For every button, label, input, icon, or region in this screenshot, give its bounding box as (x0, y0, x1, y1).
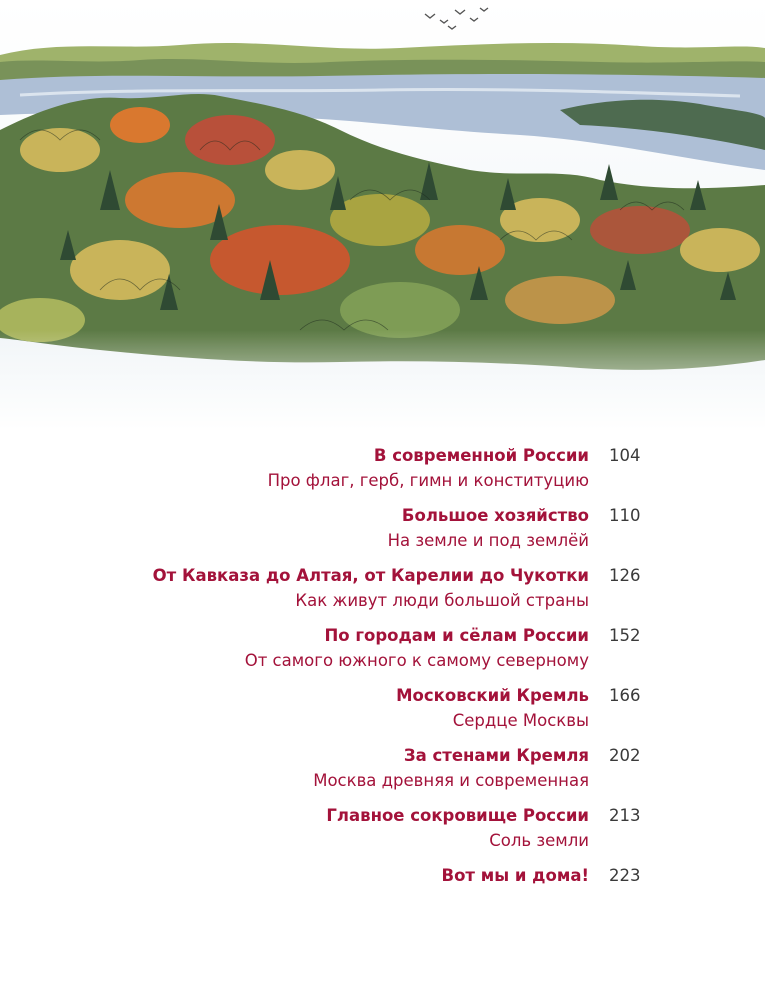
toc-entry-title: В современной России (373, 446, 589, 465)
toc-entry-page: 166 (609, 686, 641, 705)
bottom-fade (0, 330, 765, 430)
toc-entry-page: 152 (609, 626, 641, 645)
table-of-contents (0, 445, 765, 925)
toc-entry-page: 223 (609, 866, 641, 885)
toc-entry[interactable] (0, 865, 765, 925)
toc-entry[interactable] (0, 625, 765, 685)
toc-entry[interactable] (0, 565, 765, 625)
toc-entry-subtitle: Соль земли (489, 831, 589, 850)
toc-entry-subtitle: На земле и под землёй (387, 531, 589, 550)
toc-entry-page: 202 (609, 746, 641, 765)
toc-entry-page: 213 (609, 806, 641, 825)
toc-entry-page: 110 (609, 506, 641, 525)
toc-entry-subtitle: Как живут люди большой страны (295, 591, 589, 610)
toc-entry-title: За стенами Кремля (403, 746, 589, 765)
toc-entry-page: 126 (609, 566, 641, 585)
toc-entry[interactable] (0, 505, 765, 565)
toc-entry-title: Вот мы и дома! (441, 866, 589, 885)
toc-entry[interactable] (0, 685, 765, 745)
toc-entry-subtitle: Сердце Москвы (452, 711, 589, 730)
landscape-illustration (0, 0, 765, 430)
toc-entry-title: Московский Кремль (396, 686, 589, 705)
toc-entry-title: Главное сокровище России (326, 806, 589, 825)
toc-entry-subtitle: Про флаг, герб, гимн и конституцию (267, 471, 589, 490)
toc-entry[interactable] (0, 745, 765, 805)
toc-entry-page: 104 (609, 446, 641, 465)
toc-entry[interactable] (0, 445, 765, 505)
toc-entry-subtitle: Москва древняя и современная (313, 771, 589, 790)
toc-entry[interactable] (0, 805, 765, 865)
toc-entry-title: Большое хозяйство (401, 506, 589, 525)
toc-entry-title: По городам и сёлам России (324, 626, 589, 645)
toc-entry-subtitle: От самого южного к самому северному (244, 651, 589, 670)
toc-entry-title: От Кавказа до Алтая, от Карелии до Чукотки (152, 566, 589, 585)
